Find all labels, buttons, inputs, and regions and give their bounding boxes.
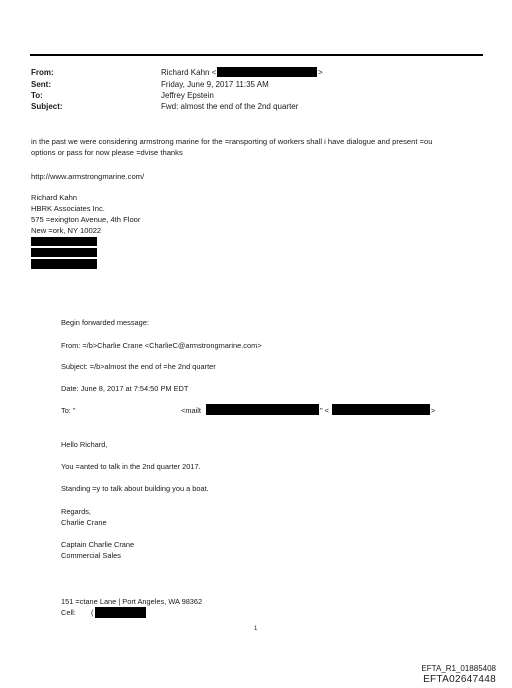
redaction-to-email-1	[206, 404, 319, 415]
redaction-to-email-2	[332, 404, 430, 415]
forward-line-1: You =anted to talk in the 2nd quarter 2017.	[61, 462, 201, 471]
signature-address-1: 575 =exington Avenue, 4th Floor	[31, 215, 141, 224]
bates-id-2: EFTA02647448	[423, 674, 496, 685]
forward-to-label: To: "	[61, 406, 76, 415]
forward-regards: Regards,	[61, 507, 91, 516]
redaction-from-email	[217, 67, 317, 77]
forward-date: Date: June 8, 2017 at 7:54:50 PM EDT	[61, 384, 189, 393]
header-rule	[30, 54, 483, 56]
from-close: >	[318, 68, 323, 77]
page-number: 1	[254, 626, 258, 632]
sent-label: Sent:	[31, 80, 51, 89]
body-line-2: options or pass for now please =dvise thanks	[31, 148, 183, 157]
forward-address: 151 =ctane Lane | Port Angeles, WA 98362	[61, 597, 203, 606]
body-line-1: in the past we were considering armstrong marine for the =ransporting of workers shall i have dialogue and present =ou	[31, 137, 433, 146]
armstrong-link[interactable]: http://www.armstrongmarine.com/	[31, 172, 145, 181]
forward-to-mailto: <mailt	[181, 406, 201, 415]
redaction-signature-3	[31, 259, 97, 269]
bates-id-1: EFTA_R1_01885408	[421, 664, 496, 673]
forward-sig-dept: Commercial Sales	[61, 551, 121, 560]
signature-company: HBRK Associates Inc.	[31, 204, 105, 213]
sent-value: Friday, June 9, 2017 11:35 AM	[161, 80, 269, 89]
forward-to-close: >	[431, 406, 436, 415]
forward-greeting: Hello Richard,	[61, 440, 108, 449]
forward-regards-name: Charlie Crane	[61, 518, 107, 527]
signature-address-2: New =ork, NY 10022	[31, 226, 102, 235]
to-label: To:	[31, 91, 43, 100]
forward-sig-title: Captain Charlie Crane	[61, 540, 135, 549]
from-label: From:	[31, 68, 54, 77]
to-value: Jeffrey Epstein	[161, 91, 214, 100]
forward-cell-paren: (	[91, 608, 94, 617]
forward-intro: Begin forwarded message:	[61, 318, 149, 327]
forward-from: From: =/b>Charlie Crane <CharlieC@armstrongmarine.com>	[61, 341, 262, 350]
redaction-signature-2	[31, 248, 97, 257]
redaction-cell-number	[95, 607, 146, 618]
forward-to-sep: " <	[320, 406, 329, 415]
subject-label: Subject:	[31, 102, 63, 111]
redaction-signature-1	[31, 237, 97, 246]
forward-line-2: Standing =y to talk about building you a boat.	[61, 484, 209, 493]
subject-value: Fwd: almost the end of the 2nd quarter	[161, 102, 299, 111]
signature-name: Richard Kahn	[31, 193, 78, 202]
forward-subject: Subject: =/b>almost the end of =he 2nd quarter	[61, 362, 216, 371]
from-value: Richard Kahn <	[161, 68, 217, 77]
forward-cell-label: Cell:	[61, 608, 76, 617]
